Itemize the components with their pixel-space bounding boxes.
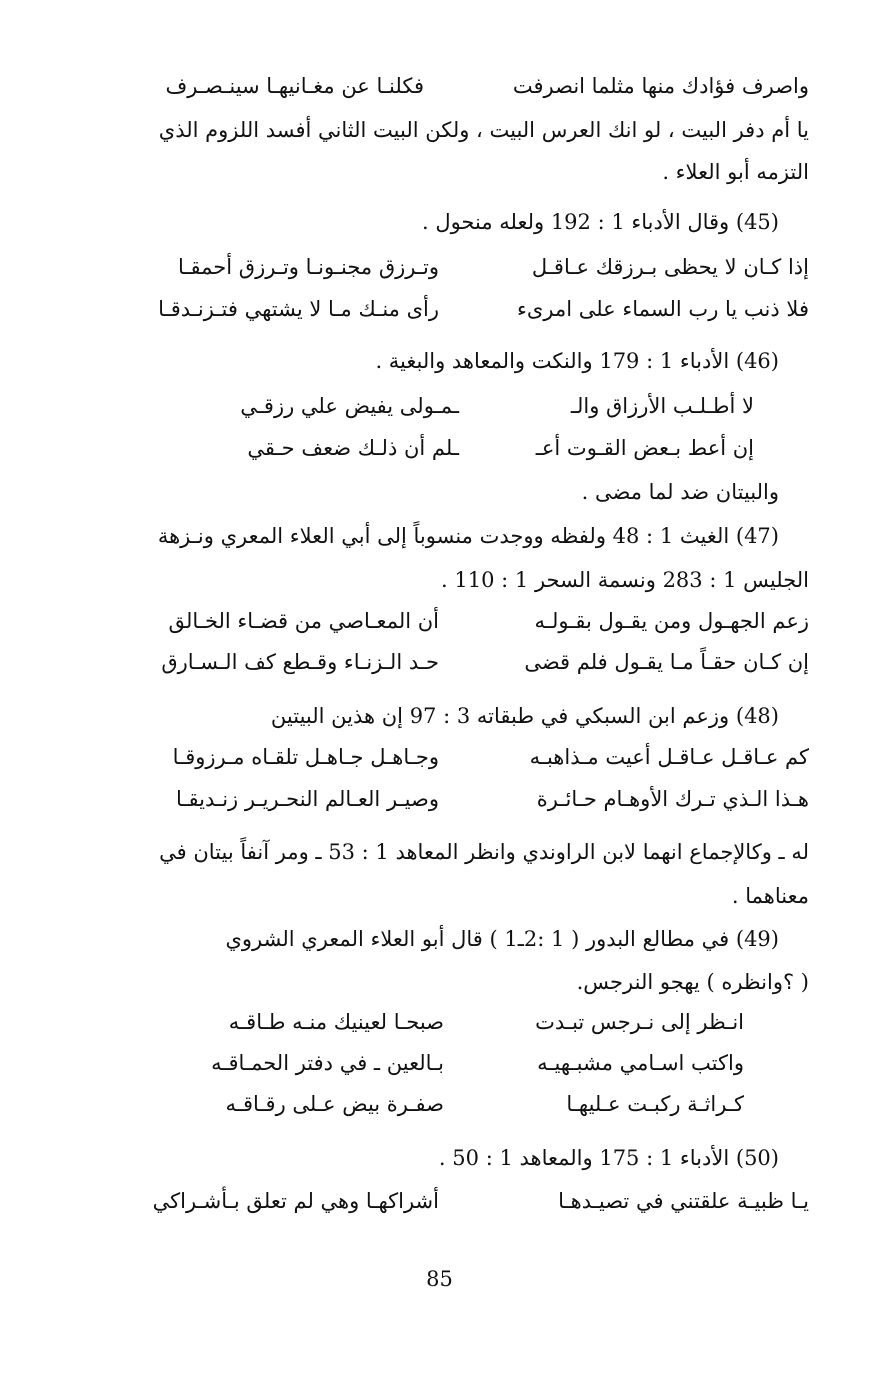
- text-line: التزمه أبو العلاء .: [662, 160, 809, 184]
- verse-first-hemistich: كـراثـة ركبـت عـليهـا: [566, 1092, 744, 1116]
- text-line: له ـ وكالإجماع انهما لابن الراوندي وانظر المعاهد 1 : 53 ـ ومر آنفاً بيتان في: [159, 840, 809, 864]
- verse-second-hemistich: وصيـر العـالم النحـريـر زنـديقـا: [176, 787, 439, 811]
- text-line: ( ؟وانظره ) يهجو النرجس.: [576, 970, 809, 994]
- verse-first-hemistich: إن كـان حقـاً مـا يقـول فلم قضى: [524, 650, 809, 674]
- verse-first-hemistich: زعم الجهـول ومن يقـول بقـولـه: [534, 609, 809, 633]
- verse-second-hemistich: وجـاهـل جـاهـل تلقـاه مـرزوقـا: [172, 745, 439, 769]
- verse-second-hemistich: أن المعـاصي من قضـاء الخـالق: [168, 609, 439, 633]
- verse-first-hemistich: كم عـاقـل عـاقـل أعيت مـذاهبـه: [529, 745, 809, 769]
- verse-first-hemistich: يـا ظبيـة علقتني في تصيـدهـا: [558, 1189, 809, 1213]
- text-line: الجليس 1 : 283 ونسمة السحر 1 : 110 .: [441, 568, 809, 592]
- note-heading: (47) الغيث 1 : 48 ولفظه ووجدت منسوباً إلى أبي العلاء المعري ونـزهة: [157, 524, 779, 548]
- verse-first-hemistich: واصرف فؤادك منها مثلما انصرفت: [512, 74, 809, 98]
- verse-first-hemistich: إن أعط بـعض القـوت أعـ: [535, 436, 754, 460]
- text-line: معناهما .: [731, 884, 809, 908]
- note-heading: (50) الأدباء 1 : 175 والمعاهد 1 : 50 .: [438, 1146, 779, 1170]
- verse-first-hemistich: واكتب اسـامي مشبـهيـه: [537, 1051, 744, 1075]
- note-heading: (46) الأدباء 1 : 179 والنكت والمعاهد والبغية .: [375, 349, 779, 373]
- verse-second-hemistich: فكلنـا عن مغـانيهـا سينـصـرف: [165, 74, 424, 98]
- verse-first-hemistich: انـظر إلى نـرجس تبـدت: [535, 1010, 744, 1034]
- verse-first-hemistich: لا أطـلـب الأرزاق والـ: [570, 394, 754, 418]
- note-heading: (49) في مطالع البدور ( 1 :2ـ1 ) قال أبو العلاء المعري الشروي: [225, 927, 779, 951]
- verse-second-hemistich: ـمـولى يفيض علي رزقـي: [240, 394, 459, 418]
- text-line: والبيتان ضد لما مضى .: [581, 480, 779, 504]
- verse-first-hemistich: إذا كـان لا يحظى بـرزقك عـاقـل: [531, 255, 809, 279]
- page-number: 85: [426, 1267, 453, 1291]
- verse-first-hemistich: هـذا الـذي تـرك الأوهـام حـائـرة: [536, 787, 809, 811]
- note-heading: (45) وقال الأدباء 1 : 192 ولعله منحول .: [421, 210, 779, 234]
- verse-second-hemistich: بـالعين ـ في دفتر الحمـاقـه: [211, 1051, 444, 1075]
- verse-second-hemistich: ـلم أن ذلـك ضعف حـقي: [247, 436, 459, 460]
- text-line: يا أم دفر البيت ، لو انك العرس البيت ، ولكن البيت الثاني أفسد اللزوم الذي: [158, 118, 809, 142]
- verse-second-hemistich: أشراكهـا وهي لم تعلق بـأشـراكي: [152, 1189, 439, 1213]
- verse-first-hemistich: فلا ذنب يا رب السماء على امرىء: [517, 297, 809, 321]
- verse-second-hemistich: وتـرزق مجنـونـا وتـرزق أحمقـا: [177, 255, 439, 279]
- note-heading: (48) وزعم ابن السبكي في طبقاته 3 : 97 إن هذين البيتين: [270, 704, 779, 728]
- verse-second-hemistich: صبحـا لعينيك منـه طـاقـه: [228, 1010, 444, 1034]
- verse-second-hemistich: رأى منـك مـا لا يشتهي فتـزنـدقـا: [158, 297, 439, 321]
- verse-second-hemistich: حـد الـزنـاء وقـطع كف الـسـارق: [161, 650, 439, 674]
- verse-second-hemistich: صفـرة بيض عـلى رقـاقـه: [225, 1092, 444, 1116]
